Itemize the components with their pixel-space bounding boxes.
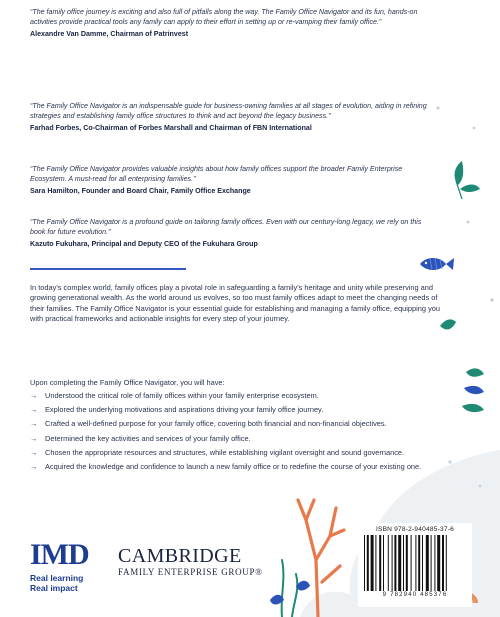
leaf-small	[440, 319, 456, 329]
cambridge-logo	[118, 545, 263, 578]
testimonial-2	[30, 102, 430, 133]
outcomes-lead: Upon completing the Family Office Navigator, you will have:	[30, 378, 225, 387]
cambridge-title: CAMBRIDGE	[118, 545, 242, 567]
dot	[473, 127, 476, 130]
arrow-right-icon: →	[30, 461, 38, 471]
imd-wordmark	[30, 538, 94, 568]
arrow-right-icon: →	[30, 447, 38, 457]
imd-tagline-1: Real learning	[30, 573, 84, 583]
barcode-bar	[411, 535, 412, 591]
testimonial-3	[30, 165, 430, 196]
list-item	[30, 419, 450, 429]
barcode-block	[358, 523, 472, 607]
testimonial-text: “The Family Office Navigator is a profound guide on tailoring family offices. Even with our century-long legacy, we rely on this book for future evolution.”	[30, 218, 422, 236]
list-item-text: Determined the key activities and services of your family office.	[45, 433, 251, 443]
svg-text:IMD: IMD	[30, 538, 89, 568]
cambridge-subtitle: FAMILY ENTERPRISE GROUP®	[118, 567, 263, 577]
barcode-bar	[431, 535, 432, 591]
list-item	[30, 448, 450, 458]
leaf-sprig-top	[455, 161, 480, 199]
testimonial-text: “The Family Office Navigator provides valuable insights about how family offices support the broader Family Enterprise Ecosystem. A must-read for all enterprising families.”	[30, 165, 403, 183]
barcode-bar	[403, 535, 404, 591]
testimonial-author: Kazuto Fukuhara, Principal and Deputy CEO of the Fukuhara Group	[30, 240, 258, 249]
arrow-right-icon: →	[30, 405, 38, 415]
barcode-bar	[437, 535, 440, 591]
dot	[490, 298, 494, 302]
list-item	[30, 462, 450, 472]
list-item-text: Crafted a well-defined purpose for your family office, covering both financial and non-financial objectives.	[45, 419, 387, 429]
barcode-bar	[375, 535, 376, 591]
testimonial-author: Farhad Forbes, Co-Chairman of Forbes Marshall and Chairman of FBN International	[30, 124, 312, 133]
list-item	[30, 391, 450, 401]
list-item	[30, 405, 450, 415]
testimonial-text: “The Family Office Navigator is an indispensable guide for business-owning families at all stages of evolution, aiding in refining strategies and establishing family office structures to think and act beyond the legacy business.”	[30, 102, 427, 120]
barcode	[362, 535, 468, 591]
dot	[436, 106, 439, 109]
barcode-bar	[434, 535, 435, 591]
arrow-right-icon: →	[30, 433, 38, 443]
isbn-text: ISBN 978-2-940485-37-6	[375, 526, 455, 533]
list-item-text: Acquired the knowledge and confidence to launch a new family office or to redefine the course of your existing one.	[45, 461, 422, 471]
arrow-right-icon: →	[30, 391, 38, 400]
imd-tagline-2: Real impact	[30, 583, 78, 593]
testimonial-author: Alexandre Van Damme, Chairman of Patrinvest	[30, 30, 189, 39]
intro-paragraph: In today’s complex world, family offices play a pivotal role in safeguarding a family’s heritage and unity while preserving and growing generational wealth. As the world around us evolves, so too must family offices adapt to meet the changing needs of their families. The Family Office Navigator is your essential guide for establishing and managing a family office, equipping you with practical frameworks and actionable insights for every step of your journey.	[30, 283, 440, 324]
list-item	[30, 434, 450, 444]
barcode-bar	[422, 535, 423, 591]
barcode-bar	[392, 535, 393, 591]
testimonial-text: “The family office journey is exciting and also full of pitfalls along the way. The Family Office Navigator and its fun, hands-on activities provide practical tools any family can apply to their effort in setting up or re-vamping their family office.”	[30, 8, 418, 26]
barcode-bar	[415, 535, 416, 591]
seaweed-teal	[282, 560, 298, 617]
list-item-text: Explored the underlying motivations and aspirations driving your family office journey.	[45, 405, 324, 415]
barcode-bar	[388, 535, 389, 591]
barcode-bar	[364, 535, 365, 591]
seaweed-blue	[270, 581, 310, 605]
leaf-cluster-right	[462, 368, 484, 412]
dot	[479, 485, 482, 488]
fish-icon	[420, 258, 454, 270]
barcode-digits: 9 782940 485376	[382, 592, 448, 598]
list-item-text: Chosen the appropriate resources and structures, while establishing vigilant oversight and sound governance.	[45, 447, 405, 457]
testimonial-4	[30, 218, 430, 249]
section-divider	[30, 268, 186, 270]
barcode-bar	[367, 535, 369, 591]
barcode-bar	[418, 535, 420, 591]
imd-logo	[30, 538, 94, 593]
barcode-bar	[383, 535, 384, 591]
barcode-bar	[446, 535, 447, 591]
dot	[467, 221, 470, 224]
testimonial-1	[30, 8, 430, 39]
barcode-bar	[379, 535, 381, 591]
list-item-text: Understood the critical role of family offices within your family enterprise ecosystem.	[45, 391, 319, 400]
arrow-right-icon: →	[30, 419, 38, 429]
pale-blob-2	[300, 592, 360, 617]
outcomes-list	[30, 391, 450, 476]
barcode-bar	[371, 535, 374, 591]
barcode-bar	[398, 535, 401, 591]
barcode-bar	[406, 535, 408, 591]
barcode-bar	[394, 535, 396, 591]
testimonial-author: Sara Hamilton, Founder and Board Chair, Family Office Exchange	[30, 187, 251, 196]
barcode-bar	[442, 535, 444, 591]
barcode-bar	[426, 535, 429, 591]
